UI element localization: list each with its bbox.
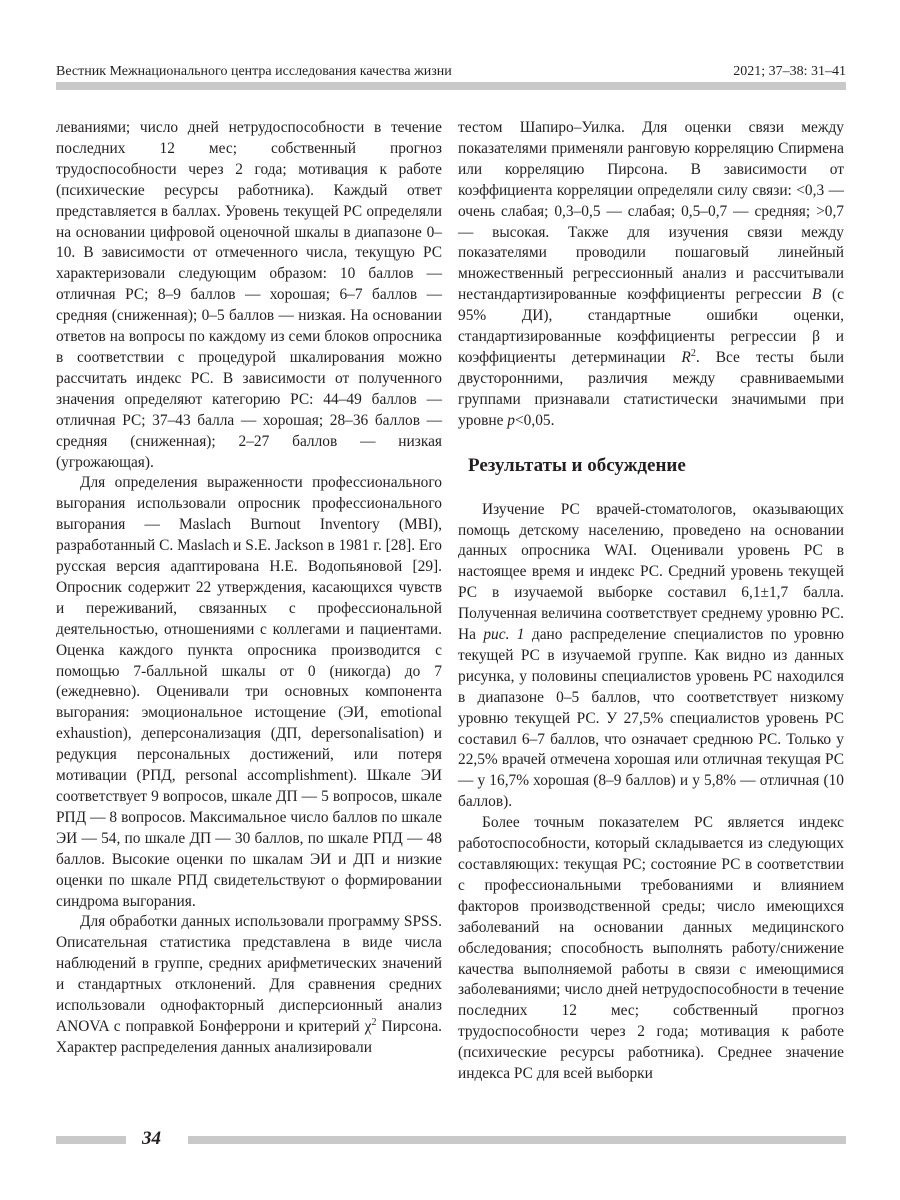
paragraph-methods-continued	[458, 118, 844, 432]
page-number: 34	[142, 1128, 161, 1149]
figure-reference: рис. 1	[483, 626, 525, 644]
section-heading: Результаты и обсуждение	[468, 454, 686, 476]
statistics-text-2: Пирсона. Характер распределения данных анализировали	[56, 1017, 443, 1056]
results-text-1: Изучение РС врачей-стоматологов, оказывающих помощь детскому населению, проведено на основании данных опросника WAI. Оценивали уровень РС в настоящее время и индекс РС. Средний уровень текущей РС в изучаемой выборке составил 6,1±1,7 балла. Полученная величина соответствует среднему уровню РС. На	[458, 500, 844, 644]
statistics-text-1: Для обработки данных использовали программу SPSS. Описательная статистика представлена в виде числа наблюдений в группе, средних арифметических значений и стандартных отклонений. Для сравнения средних использовали однофакторный дисперсионный анализ ANOVA с поправкой Бонферрони и критерий χ	[56, 913, 442, 1035]
coef-r: R	[681, 348, 691, 366]
methods-text-3: . Все тесты были двусторонними, различия между сравниваемыми группами признавали статистически значимыми при уровне	[458, 348, 845, 429]
footer-rule-right	[188, 1136, 846, 1144]
paragraph-continued: леваниями; число дней нетрудоспособности в течение последних 12 мес; собственный прогноз трудоспособности через 2 года; мотивация к работе (психические ресурсы работника). Каждый ответ представляется в баллах. Уровень текущей РС определяли на основании цифровой оценочной шкалы в диапазоне 0–10. В зависимости от отмеченного числа, текущую РС характеризовали следующим образом: 10 баллов — отличная РС; 8–9 баллов — хорошая; 6–7 баллов — средняя (сниженная); 0–5 баллов — низкая. На основании ответов на вопросы по каждому из семи блоков опросника в соответствии с процедурой шкалирования можно рассчитать индекс РС. В зависимости от полученного значения определяют категорию РС: 44–49 баллов — отличная РС; 37–43 балла — хорошая; 28–36 баллов — средняя (сниженная); 2–27 баллов — низкая (угрожающая).	[56, 119, 442, 471]
left-column	[56, 118, 442, 1059]
journal-title: Вестник Межнационального центра исследования качества жизни	[56, 64, 452, 79]
right-column	[458, 118, 844, 1085]
chi-square-superscript: 2	[371, 1016, 377, 1028]
paragraph-mbi: Для определения выраженности профессионального выгорания использовали опросник профессионального выгорания — Maslach Burnout Inventory (MBI), разработанный C. Maslach и S.E. Jackson в 1981 г. [28]. Его русская версия адаптирована Н.Е. Водопьяновой [29]. Опросник содержит 22 утверждения, касающихся чувств и переживаний, связанных с профессиональной деятельностью, отношениями с коллегами и пациентами. Оценка каждого пункта опросника производится с помощью 7-балльной шкалы от 0 (никогда) до 7 (ежедневно). Оценивали три основных компонента выгорания: эмоциональное истощение (ЭИ, emotional exhaustion), деперсонализация (ДП, depersonalisation) и редукция персональных достижений, или потеря мотивации (РПД, personal accomplishment). Шкале ЭИ соответствует 9 вопросов, шкале ДП — 5 вопросов, шкале РПД — 8 вопросов. Максимальное число баллов по шкале ЭИ — 54, по шкале ДП — 30 баллов, по шкале РПД — 48 баллов. Высокие оценки по шкалам ЭИ и ДП и низкие оценки по шкале РПД свидетельствуют о формировании синдрома выгорания.	[56, 474, 442, 910]
coef-b: B	[812, 286, 822, 304]
results-text-2: дано распределение специалистов по уровню текущей РС в изучаемой группе. Как видно из данных рисунка, у половины специалистов уровень РС находился в диапазоне 0–5 баллов, что соответствует низкому уровню текущей РС. У 27,5% специалистов уровень РС составил 6–7 баллов, что означает среднюю РС. Только у 22,5% врачей отмечена хорошая или отличная текущая РС — у 16,7% хорошая (8–9 баллов) и у 5,8% — отличная (10 баллов).	[458, 626, 844, 811]
methods-text-2: (с 95% ДИ), стандартные ошибки оценки, стандартизированные коэффициенты регрессии β и коэффициенты детерминации	[458, 286, 844, 366]
r-squared-superscript: 2	[690, 347, 696, 359]
methods-text-1: тестом Шапиро–Уилка. Для оценки связи между показателями применяли ранговую корреляцию Спирмена или корреляцию Пирсона. В зависимости от коэффициента корреляции определяли силу связи: <0,3 — очень слабая; 0,3–0,5 — слабая; 0,5–0,7 — средняя; >0,7 — высокая. Также для изучения связи между показателями проводили пошаговый линейный множественный регрессионный анализ и рассчитывали нестандартизированные коэффициенты регрессии	[458, 119, 844, 304]
footer-rule-left	[56, 1136, 126, 1144]
running-header	[56, 62, 846, 82]
paragraph-index: Более точным показателем РС является индекс работоспособности, который складывается из следующих составляющих: текущая РС; состояние РС в соответствии с профессиональными требованиями и влиянием факторов производственной среды; число имеющихся заболеваний на основании данных медицинского обследования; способность выполнять работу/снижение качества выполняемой работы в связи с имеющимися заболеваниями; число дней нетрудоспособности в течение последних 12 мес; собственный прогноз трудоспособности через 2 года; мотивация к работе (психические ресурсы работника). Среднее значение индекса РС для всей выборки	[458, 814, 844, 1083]
paragraph-results	[458, 500, 844, 814]
paragraph-statistics	[56, 912, 442, 1058]
p-value-symbol: p	[507, 411, 515, 429]
header-rule	[56, 82, 846, 90]
issue-info: 2021; 37–38: 31–41	[733, 64, 846, 79]
methods-text-4: <0,05.	[514, 411, 555, 429]
